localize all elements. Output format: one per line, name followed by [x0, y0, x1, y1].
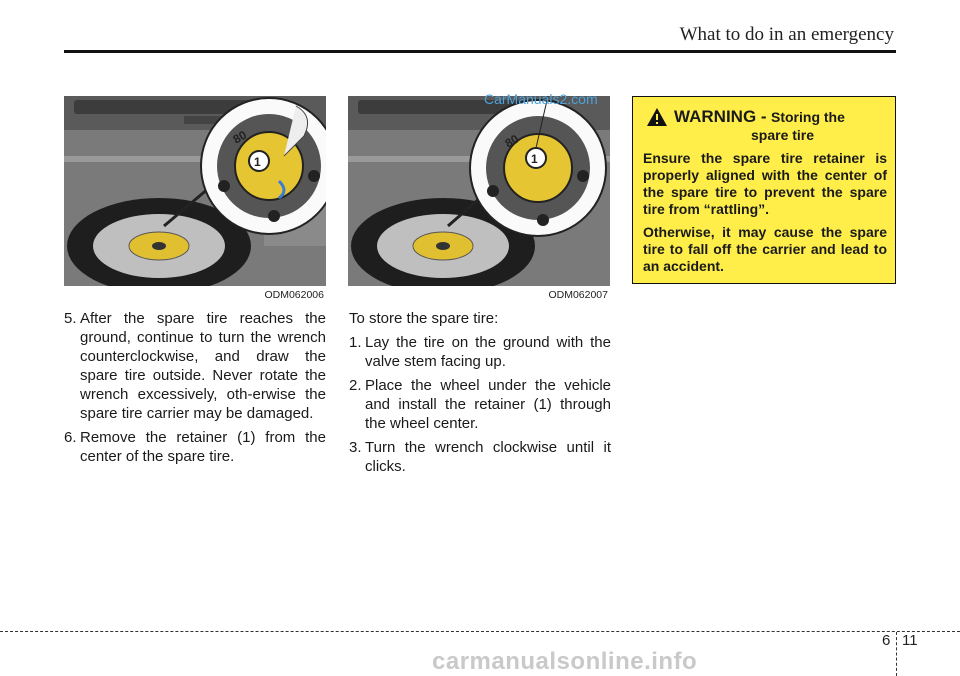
- page-number: 11: [902, 632, 918, 649]
- warning-triangle-icon: [646, 107, 668, 127]
- footer-rule: [0, 631, 960, 632]
- svg-text:80: 80: [502, 131, 522, 151]
- steps-intro: To store the spare tire:: [349, 310, 499, 327]
- step-text: After the spare tire reaches the ground, continue to turn the wrench counterclockwise, and draw the spare tire outside. Never rotate the wrench excessively, oth-erwise the spare tire carrier may be damaged.: [80, 310, 326, 422]
- warning-paragraph: Ensure the spare tire retainer is properly aligned with the center of the spare tire to prevent the spare tire from “rattling”.: [643, 150, 887, 217]
- svg-text:1: 1: [531, 152, 538, 166]
- step-text: Lay the tire on the ground with the valve stem facing up.: [365, 334, 611, 370]
- svg-text:80: 80: [230, 127, 250, 147]
- step-text: Place the wheel under the vehicle and install the retainer (1) through the wheel center.: [365, 377, 611, 432]
- warning-header: [643, 107, 887, 127]
- step-number: 6.: [64, 429, 77, 446]
- figure-spare-tire-lowered: [64, 96, 326, 304]
- warning-box: [632, 96, 896, 284]
- section-title: What to do in an emergency: [679, 24, 894, 45]
- warning-subtitle-line2: spare tire: [751, 127, 815, 143]
- left-column-steps: [64, 309, 326, 471]
- step-number: 5.: [64, 310, 77, 327]
- step-text: Turn the wrench clockwise until it clicks.: [365, 439, 611, 475]
- spare-tire-illustration: [348, 96, 610, 286]
- warning-paragraph: Otherwise, it may cause the spare tire to fall off the carrier and lead to an accident.: [643, 224, 887, 274]
- page-number-divider: [896, 632, 897, 676]
- footer-watermark: carmanualsonline.info: [432, 648, 698, 675]
- step-item: [349, 333, 611, 371]
- chapter-number: 6: [882, 632, 891, 649]
- figure-spare-tire-stored: [348, 96, 610, 304]
- step-number: 1.: [349, 334, 362, 351]
- header-rule: [64, 50, 896, 53]
- step-item: [64, 428, 326, 466]
- step-item: [64, 309, 326, 423]
- step-number: 3.: [349, 439, 362, 456]
- warning-subtitle: Storing the: [771, 109, 845, 125]
- step-text: Remove the retainer (1) from the center of the spare tire.: [80, 429, 326, 465]
- step-item: [349, 376, 611, 433]
- spare-tire-illustration: [64, 96, 326, 286]
- figure-code: ODM062006: [64, 286, 326, 304]
- step-number: 2.: [349, 377, 362, 394]
- mid-column-steps: [349, 309, 611, 481]
- svg-text:1: 1: [254, 155, 261, 169]
- site-watermark: CarManuals2.com: [484, 91, 598, 107]
- step-item: [349, 438, 611, 476]
- warning-title: WARNING -: [674, 107, 767, 126]
- figure-code: ODM062007: [348, 286, 610, 304]
